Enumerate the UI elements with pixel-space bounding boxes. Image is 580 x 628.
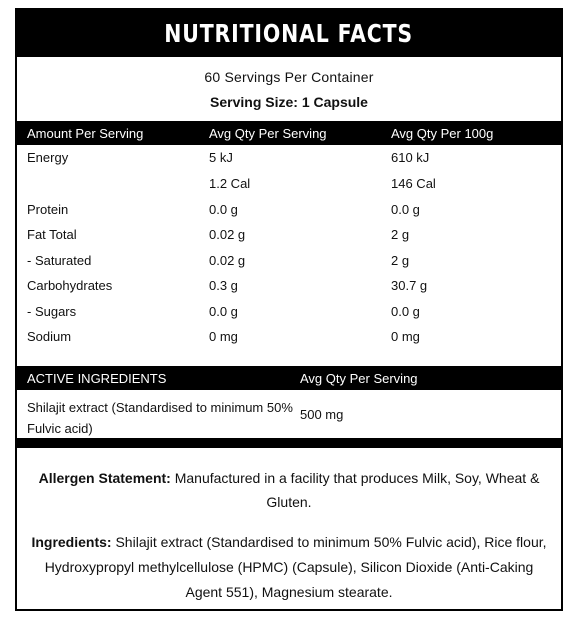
allergen-statement: [29, 466, 549, 514]
panel-title: NUTRITIONAL FACTS: [164, 19, 414, 48]
nutrient-name: - Saturated: [27, 253, 92, 268]
per-serving-value: 0.3 g: [209, 278, 238, 293]
active-ingredient-row: [17, 394, 561, 438]
table-row: [17, 248, 561, 273]
table-row: [17, 299, 561, 324]
nutrient-name: Fat Total: [27, 227, 77, 242]
per-serving-value: 0.0 g: [209, 202, 238, 217]
per-100g-value: 0.0 g: [391, 202, 420, 217]
per-100g-value: 2 g: [391, 253, 410, 268]
active-ingredients-header: [17, 366, 561, 390]
table-row: [17, 222, 561, 247]
per-100g-value: 0 mg: [391, 329, 420, 344]
per-serving-value: 0 mg: [209, 329, 238, 344]
title-bar: [17, 10, 561, 57]
per-100g-value: 146 Cal: [391, 176, 436, 191]
table-row: [17, 145, 561, 170]
header-amount-per-serving: Amount Per Serving: [27, 126, 144, 141]
active-ingredient-name: Shilajit extract (Standardised to minimum 50% Fulvic acid): [27, 400, 293, 436]
nutrition-table-header: [17, 121, 561, 145]
header-active-ingredients: ACTIVE INGREDIENTS: [27, 371, 167, 386]
per-100g-value: 0.0 g: [391, 304, 420, 319]
per-serving-value: 0.02 g: [209, 253, 246, 268]
table-row: [17, 171, 561, 196]
nutrient-name: - Sugars: [27, 304, 77, 319]
ingredients-text: Shilajit extract (Standardised to minimum 50% Fulvic acid), Rice flour, Hydroxypropyl methylcellulose (HPMC) (Capsule), Silicon Dioxide (Anti-Caking Agent 551), Magnesium stearate.: [44, 534, 547, 600]
per-100g-value: 610 kJ: [391, 150, 430, 165]
per-serving-value: 0.0 g: [209, 304, 238, 319]
per-100g-value: 2 g: [391, 227, 410, 242]
header-avg-qty-per-100g: Avg Qty Per 100g: [391, 126, 494, 141]
active-ingredient-value: 500 mg: [300, 407, 344, 422]
allergen-label: Allergen Statement:: [38, 470, 171, 486]
allergen-text: Manufactured in a facility that produces Milk, Soy, Wheat & Gluten.: [170, 470, 540, 510]
nutrient-name: Sodium: [27, 329, 72, 344]
nutrient-name: Protein: [27, 202, 69, 217]
table-row: [17, 273, 561, 298]
serving-size: Serving Size: 1 Capsule: [210, 94, 368, 110]
header-active-avg-qty: Avg Qty Per Serving: [300, 371, 418, 386]
ingredients-statement: [27, 530, 551, 605]
per-serving-value: 0.02 g: [209, 227, 246, 242]
nutrition-panel: [15, 8, 563, 611]
per-serving-value: 5 kJ: [209, 150, 233, 165]
servings-per-container: 60 Servings Per Container: [204, 69, 374, 85]
table-row: [17, 197, 561, 222]
per-100g-value: 30.7 g: [391, 278, 428, 293]
header-avg-qty-per-serving: Avg Qty Per Serving: [209, 126, 327, 141]
ingredients-label: Ingredients:: [31, 534, 112, 550]
per-serving-value: 1.2 Cal: [209, 176, 251, 191]
nutrient-name: Energy: [27, 150, 69, 165]
section-divider: [17, 438, 561, 448]
nutrient-name: Carbohydrates: [27, 278, 113, 293]
table-row: [17, 324, 561, 349]
